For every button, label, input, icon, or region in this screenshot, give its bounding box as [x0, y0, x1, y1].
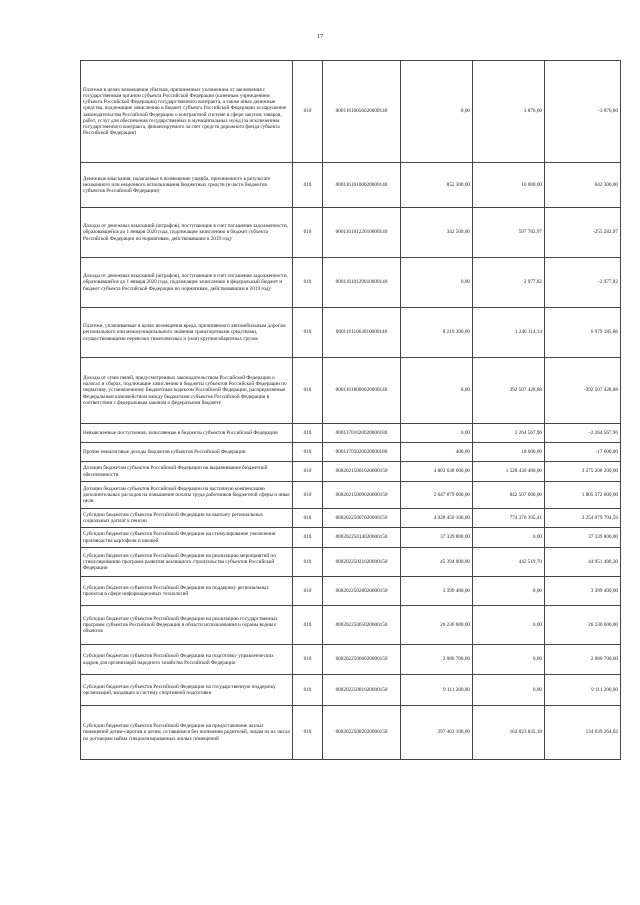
admin-code-cell: 010	[293, 482, 323, 509]
admin-code-cell: 010	[293, 675, 323, 706]
planned-amount-cell: 4 028 450 100,00	[401, 509, 473, 528]
table-row	[81, 163, 621, 208]
executed-amount-cell: 1 240 114,14	[473, 308, 545, 358]
table-row	[81, 443, 621, 462]
revenue-name-cell: Платежи, уплачиваемые в целях возмещения вреда, причиняемого автомобильным дорогам регионального или межмуниципального значения транспортными средствами, осуществляющими перевозки тяжеловесных и (или) крупногабаритных грузов	[81, 308, 293, 358]
planned-amount-cell: 852 300,00	[401, 163, 473, 208]
table-row	[81, 509, 621, 528]
admin-code-cell: 010	[293, 258, 323, 308]
budget-code-cell: 00020225028020000150	[323, 577, 401, 606]
table-row	[81, 645, 621, 675]
admin-code-cell: 010	[293, 528, 323, 548]
admin-code-cell: 010	[293, 61, 323, 163]
revenue-name-cell: Субсидии бюджетам субъектов Российской Федерации на государственную поддержку организаций, входящих в систему спортивной подготовки	[81, 675, 293, 706]
executed-amount-cell: 597 782,97	[473, 208, 545, 258]
admin-code-cell: 010	[293, 208, 323, 258]
budget-code-cell: 00020225014020000150	[323, 528, 401, 548]
admin-code-cell: 010	[293, 577, 323, 606]
planned-amount-cell: 26 230 600,00	[401, 606, 473, 645]
budget-code-cell: 00020225082020000150	[323, 706, 401, 760]
table-row	[81, 548, 621, 577]
budget-code-cell: 00020225081020000150	[323, 675, 401, 706]
planned-amount-cell: 45 394 000,00	[401, 548, 473, 577]
table-row	[81, 577, 621, 606]
difference-cell: 26 230 600,00	[545, 606, 621, 645]
difference-cell: 842 300,00	[545, 163, 621, 208]
budget-code-cell: 00011618000020000140	[323, 358, 401, 424]
difference-cell: 3 399 400,00	[545, 577, 621, 606]
executed-amount-cell: 0,00	[473, 606, 545, 645]
difference-cell: 134 639 264,82	[545, 706, 621, 760]
planned-amount-cell: 2 080 700,00	[401, 645, 473, 675]
table-row	[81, 208, 621, 258]
difference-cell: -17 600,00	[545, 443, 621, 462]
admin-code-cell: 010	[293, 308, 323, 358]
difference-cell: 6 979 185,86	[545, 308, 621, 358]
difference-cell: 9 111 200,00	[545, 675, 621, 706]
revenue-name-cell: Денежные взыскания, налагаемые в возмещение ущерба, причиненного в результате незаконного или нецелевого использования бюджетных средств (в части бюджетов субъектов Российской Федерации)	[81, 163, 293, 208]
difference-cell: 44 951 480,30	[545, 548, 621, 577]
revenue-name-cell: Доходы от сумм пеней, предусмотренных законодательством Российской Федерации о налогах и сборах, подлежащие зачислению в бюджеты субъектов Российской Федерации по нормативу, установленному Бюджетным кодексом Российской Федерации, распределяемые Федеральным казначейством между бюджетами субъектов Российской Федерации в соответствии с федеральным законом о федеральном бюджете	[81, 358, 293, 424]
revenue-name-cell: Дотации бюджетам субъектов Российской Федерации на частичную компенсацию дополнительных расходов на повышение оплаты труда работников бюджетной сферы и иные цели	[81, 482, 293, 509]
admin-code-cell: 010	[293, 163, 323, 208]
budget-code-cell: 00011610056020000140	[323, 61, 401, 163]
planned-amount-cell: 0,00	[401, 258, 473, 308]
revenue-name-cell: Доходы от денежных взысканий (штрафов), поступающие в счет погашения задолженности, образовавшейся до 1 января 2020 года, подлежащие зачислению в бюджет субъекта Российской Федерации по нормативам, действовавшим в 2019 году	[81, 208, 293, 258]
admin-code-cell: 010	[293, 443, 323, 462]
planned-amount-cell: 342 500,00	[401, 208, 473, 258]
planned-amount-cell: 0,00	[401, 358, 473, 424]
revenue-name-cell: Дотации бюджетам субъектов Российской Федерации на выравнивание бюджетной обеспеченности	[81, 462, 293, 482]
planned-amount-cell: 400,00	[401, 443, 473, 462]
budget-code-cell: 00011610100020000140	[323, 163, 401, 208]
planned-amount-cell: 9 111 200,00	[401, 675, 473, 706]
difference-cell: -392 507 428,88	[545, 358, 621, 424]
table-row	[81, 606, 621, 645]
page-number: 17	[316, 33, 324, 40]
table-row	[81, 462, 621, 482]
difference-cell: 37 339 800,00	[545, 528, 621, 548]
budget-code-cell: 00011611063010000140	[323, 308, 401, 358]
executed-amount-cell: 18 000,00	[473, 443, 545, 462]
planned-amount-cell: 0,00	[401, 424, 473, 443]
executed-amount-cell: 1 528 430 400,00	[473, 462, 545, 482]
admin-code-cell: 010	[293, 509, 323, 528]
planned-amount-cell: 297 463 100,00	[401, 706, 473, 760]
table-row	[81, 61, 621, 163]
planned-amount-cell: 3 399 400,00	[401, 577, 473, 606]
table-row	[81, 675, 621, 706]
revenue-name-cell: Субсидии бюджетам субъектов Российской Федерации на подготовку управленческих кадров для организаций народного хозяйства Российской Федерации	[81, 645, 293, 675]
executed-amount-cell: 2 977,82	[473, 258, 545, 308]
revenue-name-cell: Субсидии бюджетам субъектов Российской Федерации на предоставление жилых помещений детям-сиротам и детям, оставшимся без попечения родителей, лицам из их числа по договорам найма специализированных жилых помещений	[81, 706, 293, 760]
table-row	[81, 706, 621, 760]
table-row	[81, 258, 621, 308]
planned-amount-cell: 8 219 300,00	[401, 308, 473, 358]
executed-amount-cell: 10 000,00	[473, 163, 545, 208]
table-row	[81, 482, 621, 509]
revenue-name-cell: Доходы от денежных взысканий (штрафов), поступающие в счет погашения задолженности, образовавшейся до 1 января 2020 года, подлежащие зачислению в федеральный бюджет и бюджет субъекта Российской Федерации по нормативам, действовавшим в 2019 году	[81, 258, 293, 308]
planned-amount-cell: 0,00	[401, 61, 473, 163]
executed-amount-cell: 774 370 395,41	[473, 509, 545, 528]
executed-amount-cell: 2 264 567,96	[473, 424, 545, 443]
budget-code-cell: 00011705020020000180	[323, 443, 401, 462]
revenue-name-cell: Субсидии бюджетам субъектов Российской Федерации на стимулирование увеличения производства картофеля и овощей	[81, 528, 293, 548]
difference-cell: -2 977,82	[545, 258, 621, 308]
executed-amount-cell: 0,00	[473, 577, 545, 606]
planned-amount-cell: 2 647 879 000,00	[401, 482, 473, 509]
admin-code-cell: 010	[293, 606, 323, 645]
admin-code-cell: 010	[293, 424, 323, 443]
budget-code-cell: 00011610129010000140	[323, 258, 401, 308]
table-row	[81, 358, 621, 424]
revenue-name-cell: Прочие неналоговые доходы бюджетов субъектов Российской Федерации	[81, 443, 293, 462]
admin-code-cell: 010	[293, 462, 323, 482]
difference-cell: -255 282,97	[545, 208, 621, 258]
planned-amount-cell: 4 803 638 600,00	[401, 462, 473, 482]
revenue-name-cell: Субсидии бюджетам субъектов Российской Федерации на выплату региональных социальных доплат к пенсии	[81, 509, 293, 528]
executed-amount-cell: 0,00	[473, 528, 545, 548]
revenue-name-cell: Субсидии бюджетам субъектов Российской Федерации на реализацию государственных программ субъектов Российской Федерации в области использования и охраны водных объектов	[81, 606, 293, 645]
budget-code-cell: 00020225021020000150	[323, 548, 401, 577]
revenue-table	[80, 60, 621, 760]
difference-cell: 1 805 372 000,00	[545, 482, 621, 509]
budget-code-cell: 00020225066020000150	[323, 645, 401, 675]
table-row	[81, 308, 621, 358]
budget-code-cell: 00020215009020000150	[323, 482, 401, 509]
revenue-name-cell: Невыясненные поступления, зачисляемые в бюджеты субъектов Российской Федерации	[81, 424, 293, 443]
budget-code-cell: 00011701020020000180	[323, 424, 401, 443]
budget-code-cell: 00020225007020000150	[323, 509, 401, 528]
difference-cell: 3 254 079 704,59	[545, 509, 621, 528]
difference-cell: -3 876,60	[545, 61, 621, 163]
executed-amount-cell: 0,00	[473, 645, 545, 675]
planned-amount-cell: 37 339 800,00	[401, 528, 473, 548]
executed-amount-cell: 0,00	[473, 675, 545, 706]
executed-amount-cell: 3 876,60	[473, 61, 545, 163]
table-row	[81, 424, 621, 443]
budget-code-cell: 00020215001020000150	[323, 462, 401, 482]
executed-amount-cell: 442 519,70	[473, 548, 545, 577]
difference-cell: -2 264 567,96	[545, 424, 621, 443]
executed-amount-cell: 842 507 000,00	[473, 482, 545, 509]
table-row	[81, 528, 621, 548]
executed-amount-cell: 162 823 835,18	[473, 706, 545, 760]
admin-code-cell: 010	[293, 706, 323, 760]
admin-code-cell: 010	[293, 358, 323, 424]
admin-code-cell: 010	[293, 548, 323, 577]
revenue-name-cell: Субсидии бюджетам субъектов Российской Федерации на реализацию мероприятий по стимулированию программ развития жилищного строительства субъектов Российской Федерации	[81, 548, 293, 577]
revenue-name-cell: Субсидии бюджетам субъектов Российской Федерации на поддержку региональных проектов в сфере информационных технологий	[81, 577, 293, 606]
revenue-name-cell: Платежи в целях возмещения убытков, причиненных уклонением от заключения с государственным органом субъекта Российской Федерации (казенным учреждением субъекта Российской Федерации) государственного контракта, а также иные денежные средства, подлежащие зачислению в бюджет субъекта Российской Федерации за нарушение законодательства Российской Федерации о контрактной системе в сфере закупок товаров, работ, услуг для обеспечения государственных и муниципальных нужд (за исключением государственного контракта, финансируемого за счет средств дорожного фонда субъекта Российской Федерации)	[81, 61, 293, 163]
difference-cell: 3 275 208 200,00	[545, 462, 621, 482]
budget-code-cell: 00011610122010000140	[323, 208, 401, 258]
budget-code-cell: 00020225065020000150	[323, 606, 401, 645]
executed-amount-cell: 392 507 428,88	[473, 358, 545, 424]
difference-cell: 2 080 700,00	[545, 645, 621, 675]
admin-code-cell: 010	[293, 645, 323, 675]
table-body	[81, 61, 621, 760]
